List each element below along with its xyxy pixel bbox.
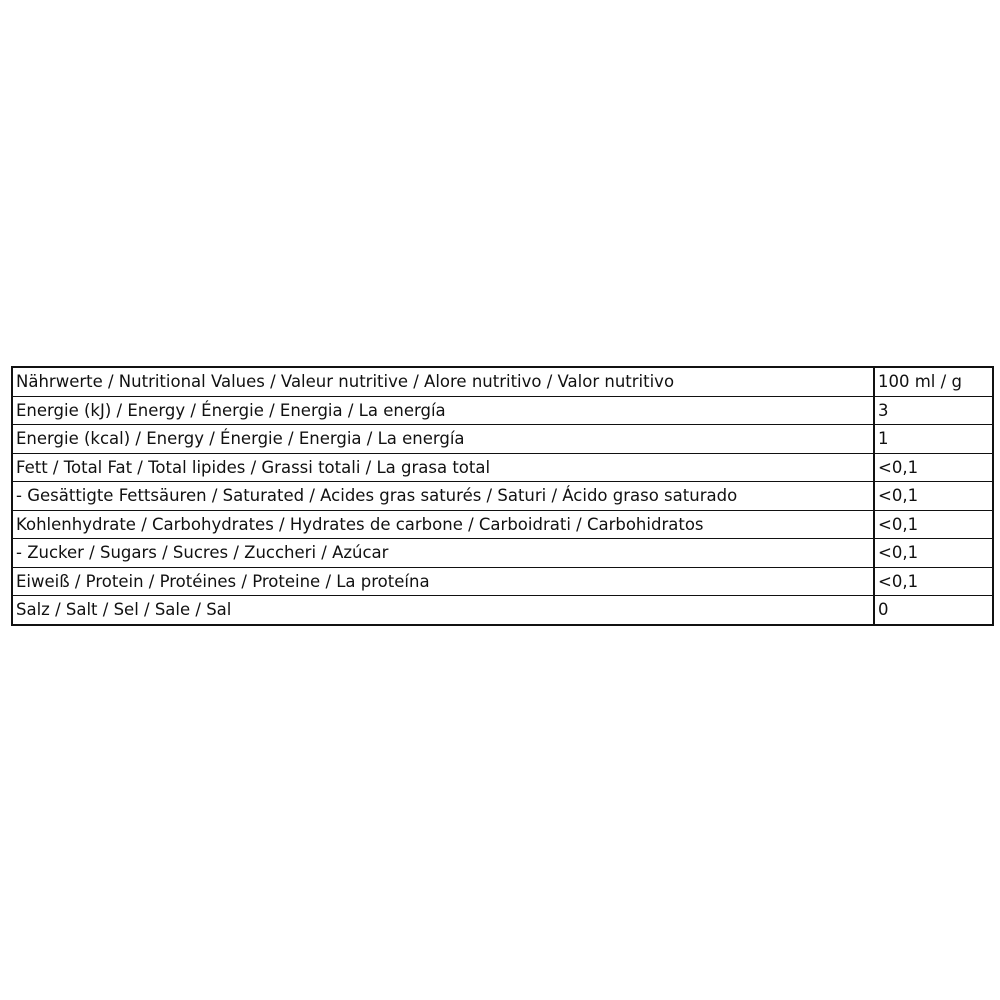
row-value: 0 xyxy=(874,596,993,625)
table-header-row xyxy=(12,367,993,396)
row-value: 1 xyxy=(874,425,993,454)
row-label: - Zucker / Sugars / Sucres / Zuccheri / Azúcar xyxy=(12,539,874,568)
row-label: Energie (kcal) / Energy / Énergie / Energia / La energía xyxy=(12,425,874,454)
nutrition-table xyxy=(11,366,994,626)
table-row xyxy=(12,453,993,482)
header-label: Nährwerte / Nutritional Values / Valeur nutritive / Alore nutritivo / Valor nutritivo xyxy=(12,367,874,396)
table-row xyxy=(12,510,993,539)
table-row xyxy=(12,396,993,425)
table-row xyxy=(12,425,993,454)
row-value: <0,1 xyxy=(874,567,993,596)
table-row xyxy=(12,567,993,596)
row-value: <0,1 xyxy=(874,539,993,568)
table-row xyxy=(12,482,993,511)
table-row xyxy=(12,596,993,625)
row-label: Eiweiß / Protein / Protéines / Proteine / La proteína xyxy=(12,567,874,596)
row-value: <0,1 xyxy=(874,453,993,482)
header-unit: 100 ml / g xyxy=(874,367,993,396)
row-value: <0,1 xyxy=(874,510,993,539)
row-label: Salz / Salt / Sel / Sale / Sal xyxy=(12,596,874,625)
row-label: Kohlenhydrate / Carbohydrates / Hydrates de carbone / Carboidrati / Carbohidratos xyxy=(12,510,874,539)
row-label: - Gesättigte Fettsäuren / Saturated / Acides gras saturés / Saturi / Ácido graso saturado xyxy=(12,482,874,511)
row-label: Fett / Total Fat / Total lipides / Grassi totali / La grasa total xyxy=(12,453,874,482)
row-label: Energie (kJ) / Energy / Énergie / Energia / La energía xyxy=(12,396,874,425)
table-row xyxy=(12,539,993,568)
row-value: 3 xyxy=(874,396,993,425)
row-value: <0,1 xyxy=(874,482,993,511)
